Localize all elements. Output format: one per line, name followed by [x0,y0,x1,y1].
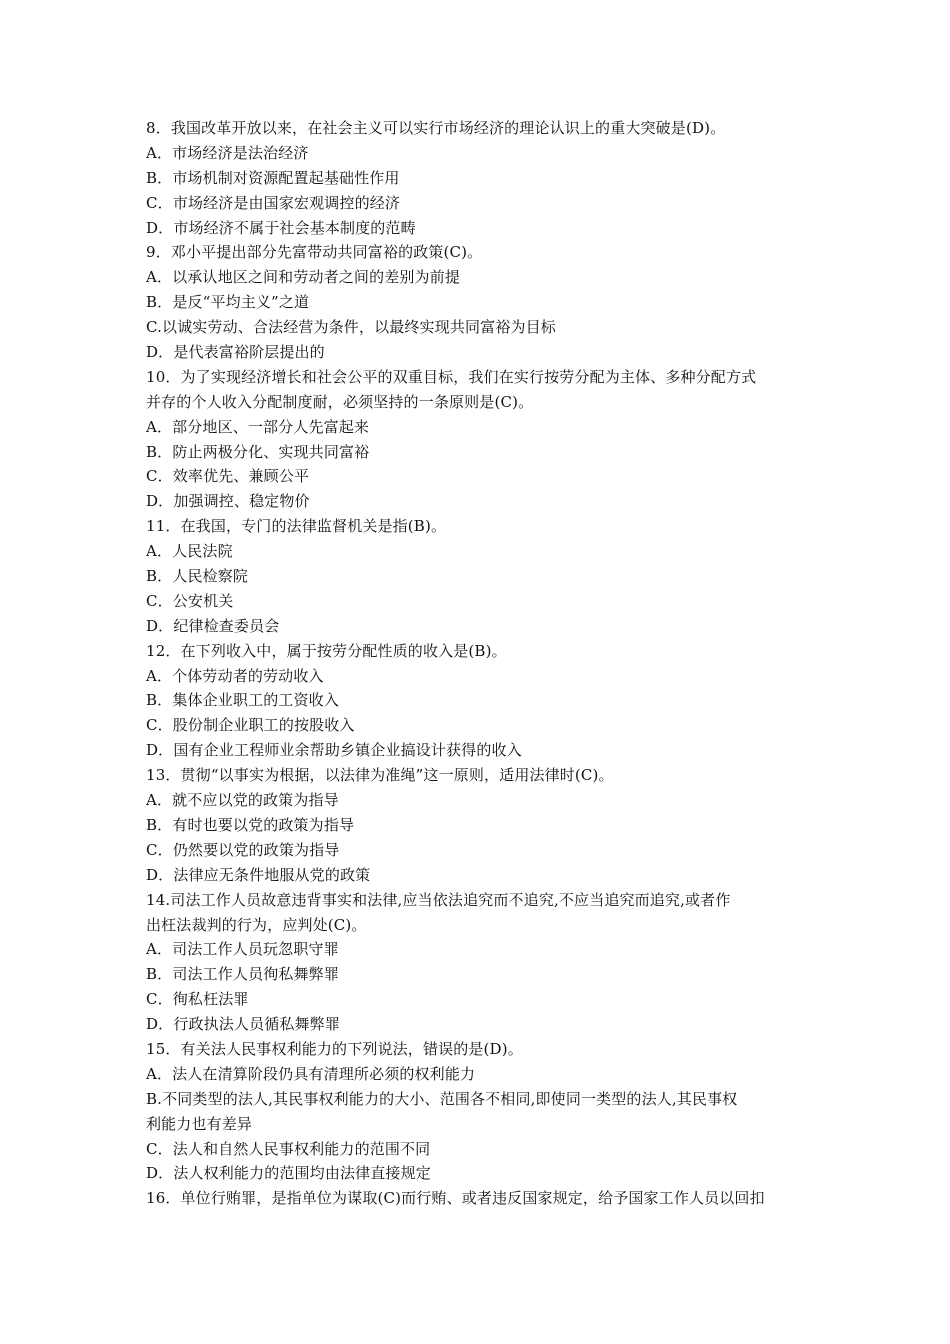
question-12: 12．在下列收入中，属于按劳分配性质的收入是(B)。 [146,641,507,660]
option-8b: B．市场机制对资源配置起基础性作用 [146,168,400,187]
question-10-cont: 并存的个人收入分配制度耐，必须坚持的一条原则是(C)。 [146,392,534,411]
option-8c: C．市场经济是由国家宏观调控的经济 [146,193,401,212]
option-13c: C．仍然要以党的政策为指导 [146,840,340,859]
question-11: 11．在我国，专门的法律监督机关是指(B)。 [146,517,447,536]
document-body [146,116,814,1211]
option-11a: A．人民法院 [146,542,233,561]
question-14-cont: 出枉法裁判的行为，应判处(C)。 [146,915,367,934]
option-15c: C．法人和自然人民事权利能力的范围不同 [146,1139,431,1158]
option-11d: D．纪律检查委员会 [146,616,280,635]
option-9b: B．是反“平均主义”之道 [146,293,310,312]
option-14a: A．司法工作人员玩忽职守罪 [146,940,339,959]
option-13d: D．法律应无条件地服从党的政策 [146,865,371,884]
option-10b: B．防止两极分化、实现共同富裕 [146,442,370,461]
option-11b: B．人民检察院 [146,567,249,586]
option-14d: D．行政执法人员循私舞弊罪 [146,1015,340,1034]
option-14c: C．徇私枉法罪 [146,990,249,1009]
option-12c: C．股份制企业职工的按股收入 [146,716,355,735]
option-15b: B.不同类型的法人,其民事权利能力的大小、范围各不相同,即使同一类型的法人,其民事权 [146,1089,738,1108]
question-13: 13．贯彻“以事实为根据，以法律为准绳”这一原则，适用法律时(C)。 [146,766,614,785]
option-8d: D．市场经济不属于社会基本制度的范畴 [146,218,416,237]
question-15: 15．有关法人民事权利能力的下列说法，错误的是(D)。 [146,1039,523,1058]
question-8: 8．我国改革开放以来，在社会主义可以实行市场经济的理论认识上的重大突破是(D)。 [146,119,726,137]
question-14: 14.司法工作人员故意违背事实和法律,应当依法追究而不追究,不应当追究而追究,或者作 [146,890,731,909]
option-11c: C．公安机关 [146,591,234,610]
question-10: 10．为了实现经济增长和社会公平的双重目标，我们在实行按劳分配为主体、多种分配方式 [146,367,757,386]
option-12a: A．个体劳动者的劳动收入 [146,666,324,685]
option-9a: A．以承认地区之间和劳动者之间的差别为前提 [146,268,460,287]
option-9d: D．是代表富裕阶层提出的 [146,343,325,362]
option-10c: C．效率优先、兼顾公平 [146,467,310,486]
option-15b-cont: 利能力也有差异 [146,1114,253,1133]
option-12b: B．集体企业职工的工资收入 [146,691,339,710]
question-16: 16．单位行贿罪，是指单位为谋取(C)而行贿、或者违反国家规定，给予国家工作人员以回扣 [146,1189,765,1208]
option-14b: B．司法工作人员徇私舞弊罪 [146,965,339,984]
option-10a: A．部分地区、一部分人先富起来 [146,417,370,436]
option-8a: A．市场经济是法治经济 [146,143,309,162]
option-15a: A．法人在清算阶段仍具有清理所必须的权利能力 [146,1064,476,1083]
option-15d: D．法人权利能力的范围均由法律直接规定 [146,1164,431,1183]
question-9: 9．邓小平提出部分先富带动共同富裕的政策(C)。 [146,243,483,262]
option-12d: D．国有企业工程师业余帮助乡镇企业搞设计获得的收入 [146,741,522,760]
option-13b: B．有时也要以党的政策为指导 [146,815,355,834]
option-10d: D．加强调控、稳定物价 [146,492,310,511]
option-9c: C.以诚实劳动、合法经营为条件，以最终实现共同富裕为目标 [146,318,556,337]
option-13a: A．就不应以党的政策为指导 [146,791,339,810]
